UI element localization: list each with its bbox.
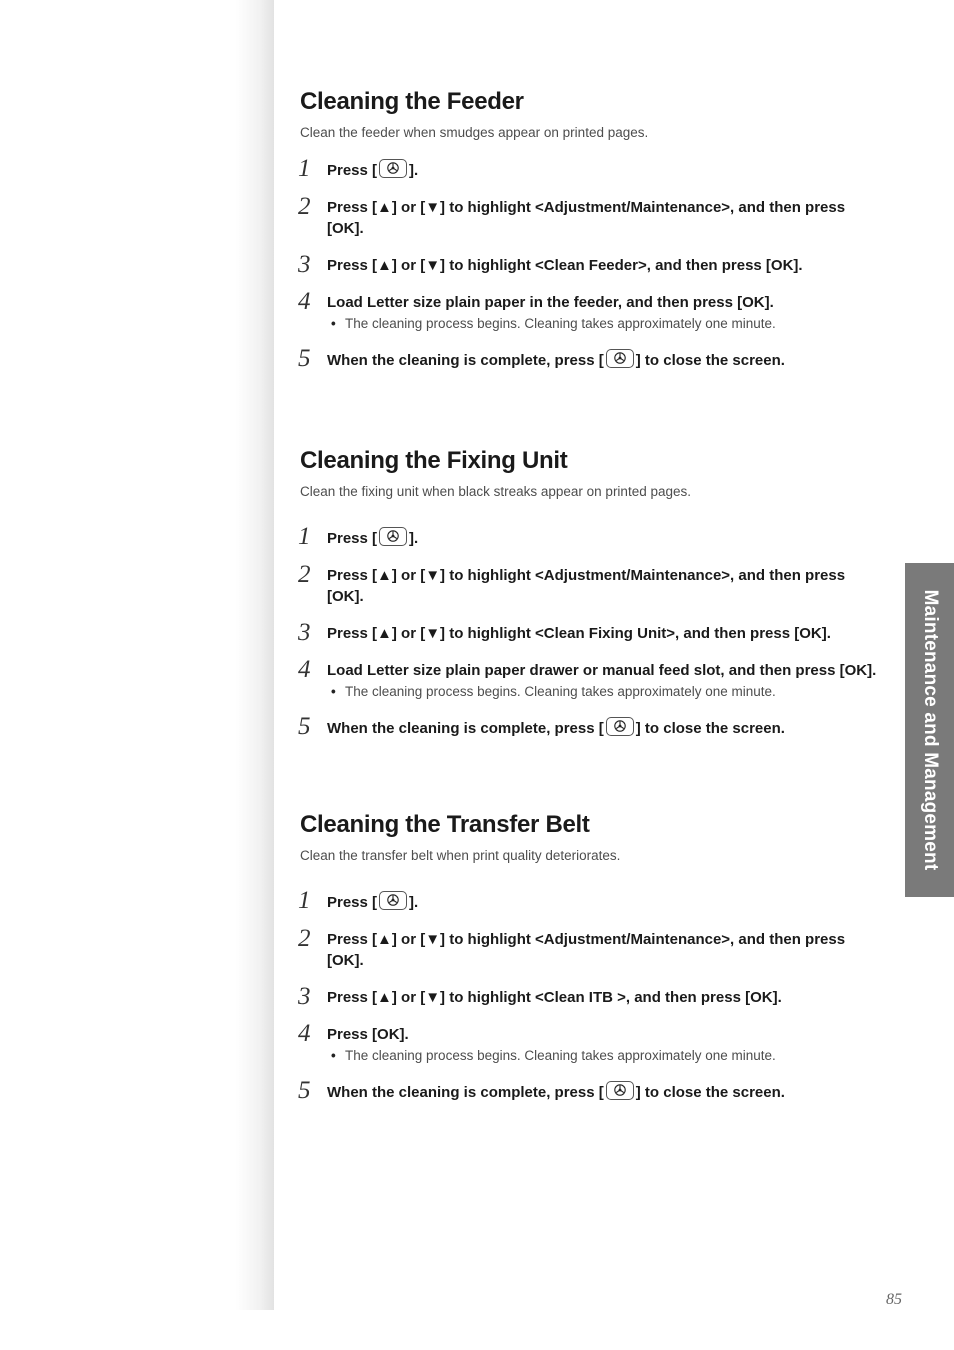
menu-key-icon bbox=[606, 1081, 634, 1100]
step-number: 4 bbox=[298, 656, 311, 683]
step-text-pre: Press [ bbox=[327, 894, 378, 911]
section-cleaning-fixing-unit bbox=[300, 445, 880, 739]
step-note-text: The cleaning process begins. Cleaning takes approximately one minute. bbox=[345, 684, 776, 699]
step-text-post: ] to close the screen. bbox=[635, 720, 785, 737]
section-intro: Clean the fixing unit when black streaks appear on printed pages. bbox=[300, 484, 691, 499]
step-text: Press [OK]. bbox=[327, 1026, 409, 1043]
step-text: Press [▲] or [▼] to highlight <Clean Fixing Unit>, and then press [OK]. bbox=[327, 625, 831, 642]
step-text-pre: When the cleaning is complete, press [ bbox=[327, 720, 604, 737]
step-number: 2 bbox=[298, 193, 311, 220]
menu-key-icon bbox=[379, 527, 407, 546]
step-number: 1 bbox=[298, 887, 311, 914]
step-3 bbox=[298, 983, 880, 1010]
step-text-pre: Press [ bbox=[327, 162, 378, 179]
step-note-text: The cleaning process begins. Cleaning takes approximately one minute. bbox=[345, 1048, 776, 1063]
step-text-post: ]. bbox=[409, 162, 419, 179]
step-text bbox=[327, 349, 880, 371]
step-text-post: ]. bbox=[409, 894, 419, 911]
step-number: 1 bbox=[298, 155, 311, 182]
chapter-side-tab-label: Maintenance and Management bbox=[919, 589, 941, 871]
step-text-pre: When the cleaning is complete, press [ bbox=[327, 352, 604, 369]
step-list bbox=[298, 887, 880, 1104]
step-text: Press [▲] or [▼] to highlight <Adjustment/Maintenance>, and then press [OK]. bbox=[327, 199, 846, 237]
step-text: Press [▲] or [▼] to highlight <Adjustment/Maintenance>, and then press [OK]. bbox=[327, 931, 846, 969]
section-cleaning-feeder bbox=[300, 86, 880, 371]
step-3 bbox=[298, 251, 880, 278]
step-text bbox=[327, 717, 880, 739]
step-3 bbox=[298, 619, 880, 646]
step-number: 4 bbox=[298, 1020, 311, 1047]
step-number: 2 bbox=[298, 925, 311, 952]
step-text: Load Letter size plain paper in the feeder, and then press [OK]. bbox=[327, 294, 774, 311]
step-text bbox=[327, 1081, 880, 1103]
step-number: 4 bbox=[298, 288, 311, 315]
section-title: Cleaning the Transfer Belt bbox=[300, 811, 590, 838]
menu-key-icon bbox=[606, 717, 634, 736]
step-note bbox=[327, 315, 880, 333]
step-text: Press [▲] or [▼] to highlight <Clean Feeder>, and then press [OK]. bbox=[327, 257, 803, 274]
step-number: 3 bbox=[298, 983, 311, 1010]
step-5 bbox=[298, 713, 880, 740]
step-text: Press [▲] or [▼] to highlight <Clean ITB >, and then press [OK]. bbox=[327, 989, 782, 1006]
menu-key-icon bbox=[379, 891, 407, 910]
step-text-pre: Press [ bbox=[327, 530, 378, 547]
page-gutter-shade bbox=[0, 0, 274, 1310]
step-text-post: ] to close the screen. bbox=[635, 1084, 785, 1101]
page-number: 85 bbox=[886, 1291, 902, 1308]
step-number: 5 bbox=[298, 713, 311, 740]
section-intro: Clean the transfer belt when print quality deteriorates. bbox=[300, 848, 621, 863]
step-2 bbox=[298, 193, 880, 239]
step-text-pre: When the cleaning is complete, press [ bbox=[327, 1084, 604, 1101]
step-number: 5 bbox=[298, 345, 311, 372]
step-note-text: The cleaning process begins. Cleaning takes approximately one minute. bbox=[345, 316, 776, 331]
step-5 bbox=[298, 345, 880, 372]
step-4 bbox=[298, 288, 880, 333]
step-1 bbox=[298, 155, 880, 182]
step-text: Press [▲] or [▼] to highlight <Adjustment/Maintenance>, and then press [OK]. bbox=[327, 567, 846, 605]
menu-key-icon bbox=[379, 159, 407, 178]
step-number: 2 bbox=[298, 561, 311, 588]
step-2 bbox=[298, 925, 880, 971]
step-4 bbox=[298, 656, 880, 701]
step-text: Load Letter size plain paper drawer or manual feed slot, and then press [OK]. bbox=[327, 662, 877, 679]
step-list bbox=[298, 155, 880, 372]
section-title: Cleaning the Feeder bbox=[300, 88, 524, 115]
bullet-icon: • bbox=[331, 316, 336, 331]
step-1 bbox=[298, 887, 880, 914]
chapter-side-tab[interactable] bbox=[905, 563, 954, 897]
step-text-post: ] to close the screen. bbox=[635, 352, 785, 369]
step-text bbox=[327, 891, 880, 913]
step-list bbox=[298, 523, 880, 740]
step-text bbox=[327, 159, 880, 181]
step-2 bbox=[298, 561, 880, 607]
main-content bbox=[300, 86, 880, 1103]
step-note bbox=[327, 1047, 880, 1065]
step-text bbox=[327, 527, 880, 549]
step-note bbox=[327, 683, 880, 701]
section-intro: Clean the feeder when smudges appear on printed pages. bbox=[300, 125, 649, 140]
bullet-icon: • bbox=[331, 684, 336, 699]
step-number: 3 bbox=[298, 619, 311, 646]
step-4 bbox=[298, 1020, 880, 1065]
section-title: Cleaning the Fixing Unit bbox=[300, 447, 568, 474]
step-number: 3 bbox=[298, 251, 311, 278]
bullet-icon: • bbox=[331, 1048, 336, 1063]
menu-key-icon bbox=[606, 349, 634, 368]
section-cleaning-transfer-belt bbox=[300, 809, 880, 1103]
step-1 bbox=[298, 523, 880, 550]
step-number: 5 bbox=[298, 1077, 311, 1104]
step-text-post: ]. bbox=[409, 530, 419, 547]
step-number: 1 bbox=[298, 523, 311, 550]
step-5 bbox=[298, 1077, 880, 1104]
